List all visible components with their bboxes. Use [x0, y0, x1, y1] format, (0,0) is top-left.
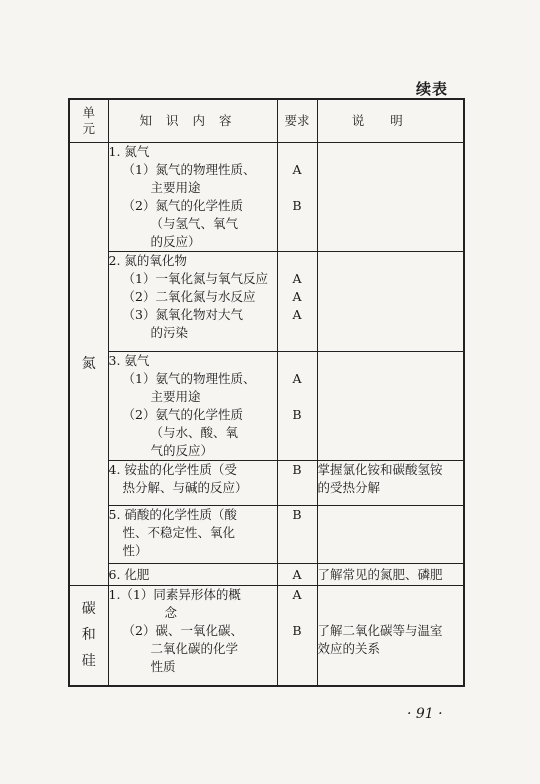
table-row: [69, 143, 464, 252]
header-unit-text: 单元: [82, 105, 95, 136]
header-content: 知识内容: [108, 99, 277, 143]
header-notes: 说明: [317, 99, 464, 143]
topic-nitric-acid: 5. 硝酸的化学性质（酸 性、不稳定性、氧化 性）: [108, 506, 277, 564]
req-ammonia: A B: [277, 352, 317, 461]
table-row: [69, 352, 464, 461]
req-nitrogen-gas: A B: [277, 143, 317, 252]
req-fertilizers: A: [277, 564, 317, 586]
unit-nitrogen: 氮: [69, 143, 108, 586]
req-nitrogen-oxides: A A A: [277, 252, 317, 352]
topic-nitrogen-oxides: 2. 氮的氧化物 （1）一氧化氮与氧气反应 （2）二氧化氮与水反应 （3）氮氧化物对大气 的污染: [108, 252, 277, 352]
table-row: [69, 252, 464, 352]
table-row: [69, 564, 464, 586]
table-row: [69, 461, 464, 506]
note-fertilizers: 了解常见的氮肥、磷肥: [317, 564, 464, 586]
req-ammonium-salts: B: [277, 461, 317, 506]
table-header-row: [69, 99, 464, 143]
topic-ammonia: 3. 氨气 （1）氨气的物理性质、 主要用途 （2）氨气的化学性质 （与水、酸、氧 气的反应）: [108, 352, 277, 461]
req-nitric-acid: B: [277, 506, 317, 564]
unit-carbon-silicon: 碳 和 硅: [69, 586, 108, 686]
continued-label: 续表: [416, 80, 449, 98]
note-nitric-acid: [317, 506, 464, 564]
topic-carbon: 1.（1）同素异形体的概 念 （2）碳、一氧化碳、 二氧化碳的化学 性质: [108, 586, 277, 686]
note-ammonium-salts: 掌握氯化铵和碳酸氢铵 的受热分解: [317, 461, 464, 506]
page-number: · 91 ·: [407, 706, 443, 722]
syllabus-table: [68, 98, 465, 687]
topic-ammonium-salts: 4. 铵盐的化学性质（受 热分解、与碱的反应）: [108, 461, 277, 506]
note-nitrogen-gas: [317, 143, 464, 252]
topic-fertilizers: 6. 化肥: [108, 564, 277, 586]
table-row: [69, 586, 464, 686]
note-nitrogen-oxides: [317, 252, 464, 352]
topic-nitrogen-gas: 1. 氮气 （1）氮气的物理性质、 主要用途 （2）氮气的化学性质 （与氢气、氧气 的反应）: [108, 143, 277, 252]
table-row: [69, 506, 464, 564]
note-ammonia: [317, 352, 464, 461]
header-requirement: 要求: [277, 99, 317, 143]
note-carbon: 了解二氧化碳等与温室 效应的关系: [317, 586, 464, 686]
req-carbon: A B: [277, 586, 317, 686]
header-unit: [69, 99, 108, 143]
